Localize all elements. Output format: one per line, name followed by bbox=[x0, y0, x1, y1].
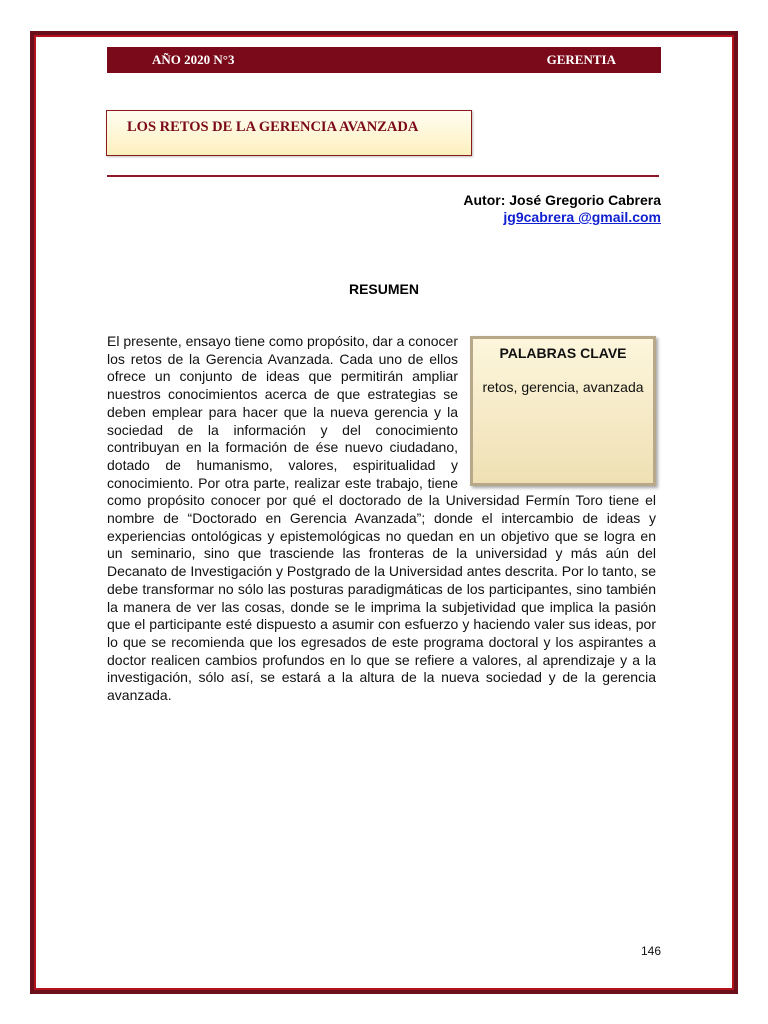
author-name: Autor: José Gregorio Cabrera bbox=[463, 192, 661, 208]
author-block bbox=[463, 192, 661, 226]
author-email-link[interactable]: jg9cabrera @gmail.com bbox=[503, 209, 661, 225]
title-divider bbox=[107, 175, 659, 177]
abstract-block bbox=[107, 333, 656, 705]
keywords-text: retos, gerencia, avanzada bbox=[482, 378, 644, 395]
keywords-title: PALABRAS CLAVE bbox=[499, 345, 627, 361]
section-heading: RESUMEN bbox=[348, 281, 419, 297]
header-journal: GERENTIA bbox=[546, 52, 616, 67]
running-header bbox=[107, 47, 661, 73]
article-title: LOS RETOS DE LA GERENCIA AVANZADA bbox=[127, 119, 419, 135]
header-issue: AÑO 2020 N°3 bbox=[152, 52, 235, 67]
article-title-box bbox=[106, 110, 472, 156]
page-number: 146 bbox=[640, 944, 661, 958]
abstract-text: El presente, ensayo tiene como propósito, dar a conocer los retos de la Gerencia Avanzada. Cada uno de ellos ofrece un conjunto de ideas que permitirán ampliar nuestros conocimientos acerca de que estrategias se deben emplear para hacer que la nueva gerencia y la sociedad de la información y del conocimiento contribuyan en la formación de ése nuevo ciudadano, dotado de humanismo, valores, espiritualidad y conocimiento. Por otra parte, realizar este trabajo, tiene como propósito conocer por qué el doctorado de la Universidad Fermín Toro tiene el nombre de “Doctorado en Gerencia Avanzada”; donde el intercambio de ideas y experiencias ontológicas y epistemológicas no quedan en un objetivo que se logra en un seminario, sino que trasciende las fronteras de la universidad y más aún del Decanato de Investigación y Postgrado de la Universidad antes descrita. Por lo tanto, se debe transformar no sólo las posturas paradigmáticas de los participantes, sino también la manera de ver las cosas, donde se le imprima la subjetividad que implica la pasión que el participante esté dispuesto a asumir con esfuerzo y haciendo valer sus ideas, por lo que se recomienda que los egresados de este programa doctoral y los aspirantes a doctor realicen cambios profundos en lo que se refiere a valores, al aprendizaje y a la investigación, sólo así, se estará a la altura de la nueva sociedad y de la gerencia avanzada. bbox=[107, 333, 656, 704]
keywords-box bbox=[470, 336, 656, 486]
